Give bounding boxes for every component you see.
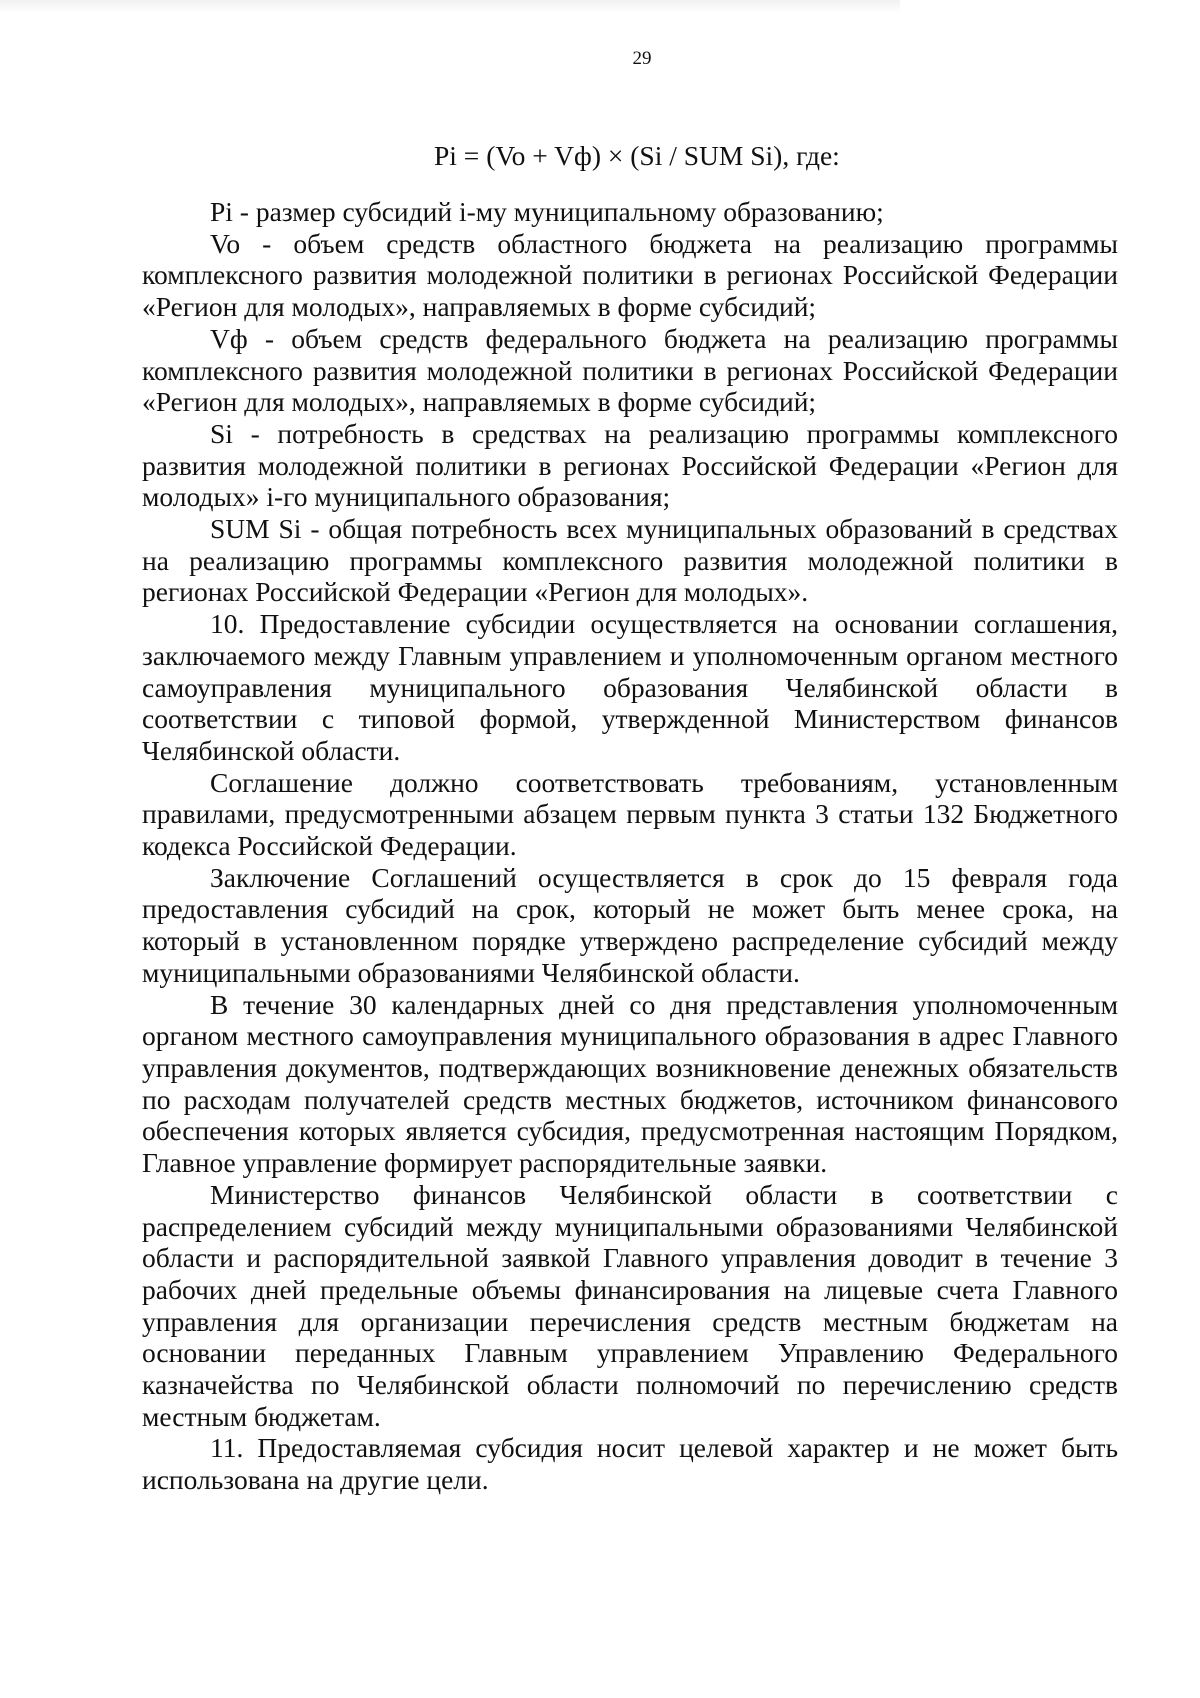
agreement-requirements: Соглашение должно соответствовать требованиям, установленным правилами, предусмотренными абзацем первым пункта 3 статьи 132 Бюджетного кодекса Российской Федерации. <box>142 766 1118 862</box>
agreement-deadline: Заключение Соглашений осуществляется в срок до 15 февраля года предоставления субсидий на срок, который не может быть менее срока, на который в установленном порядке утверждено распределение субсидий между муниципальными образованиями Челябинской области. <box>142 861 1118 988</box>
page-number: 29 <box>632 48 652 69</box>
definition-vo: Vo - объем средств областного бюджета на реализацию программы комплексного развития молодежной политики в регионах Российской Федерации «Регион для молодых», направляемых в форме субсидий; <box>142 227 1118 323</box>
definition-pi: Pi - размер субсидий i-му муниципальному образованию; <box>210 196 884 227</box>
ministry-financing: Министерство финансов Челябинской области в соответствии с распределением субсидий между муниципальными образованиями Челябинской области и распорядительной заявкой Главного управления доводит в течение 3 рабочих дней предельные объемы финансирования на лицевые счета Главного управления для организации перечисления средств местным бюджетам на основании переданных Главным управлением Управлению Федерального казначейства по Челябинской области полномочий по перечислению средств местным бюджетам. <box>142 1178 1118 1432</box>
subsidy-formula: Pi = (Vo + Vф) × (Si / SUM Si), где: <box>434 140 840 171</box>
definition-vf: Vф - объем средств федерального бюджета на реализацию программы комплексного развития молодежной политики в регионах Российской Федерации «Регион для молодых», направляемых в форме субсидий; <box>142 322 1118 418</box>
document-body <box>142 196 1118 1496</box>
definition-si: Si - потребность в средствах на реализацию программы комплексного развития молодежной политики в регионах Российской Федерации «Регион для молодых» i-го муниципального образования; <box>142 417 1118 513</box>
scan-edge <box>0 0 900 14</box>
definition-sum-si: SUM Si - общая потребность всех муниципальных образований в средствах на реализацию программы комплексного развития молодежной политики в регионах Российской Федерации «Регион для молодых». <box>142 513 1118 608</box>
clause-11: 11. Предоставляемая субсидия носит целевой характер и не может быть использована на другие цели. <box>142 1432 1118 1496</box>
clause-10: 10. Предоставление субсидии осуществляется на основании соглашения, заключаемого между Главным управлением и уполномоченным органом местного самоуправления муниципального образования Челябинской области в соответствии с типовой формой, утвержденной Министерством финансов Челябинской области. <box>142 608 1118 766</box>
funding-applications: В течение 30 календарных дней со дня представления уполномоченным органом местного самоуправления муниципального образования в адрес Главного управления документов, подтверждающих возникновение денежных обязательств по расходам получателей средств местных бюджетов, источником финансового обеспечения которых является субсидия, предусмотренная настоящим Порядком, Главное управление формирует распорядительные заявки. <box>142 988 1118 1179</box>
